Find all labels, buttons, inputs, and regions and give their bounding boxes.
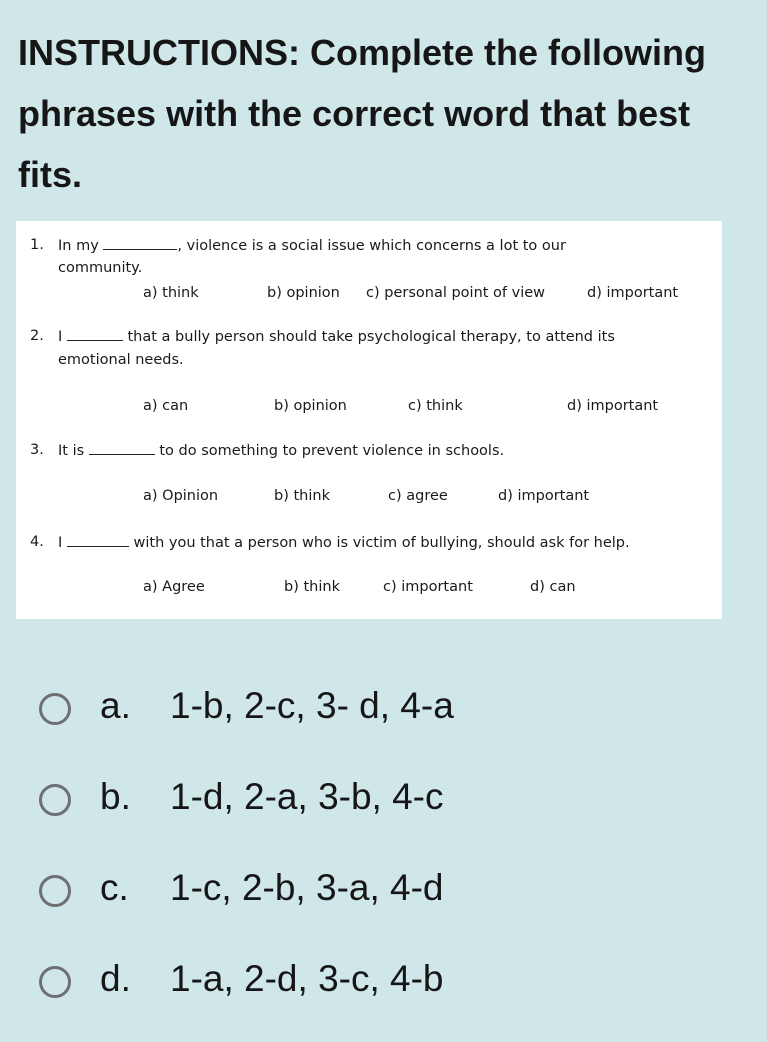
radio-button[interactable]	[39, 875, 71, 907]
answer-text: 1-a, 2-d, 3-c, 4-b	[170, 958, 444, 999]
answer-option-b[interactable]	[36, 771, 736, 831]
blank-line	[67, 328, 123, 341]
answer-letter: a.	[100, 685, 131, 726]
answer-letter: b.	[100, 776, 131, 817]
option-d: d) can	[530, 579, 576, 595]
blank-line	[89, 442, 155, 455]
option-b: b) opinion	[274, 398, 347, 414]
radio-button[interactable]	[39, 693, 71, 725]
option-a: a) Opinion	[143, 488, 219, 504]
option-a: a) can	[143, 398, 189, 414]
question-text-before: In my	[58, 238, 104, 254]
radio-button[interactable]	[39, 784, 71, 816]
answer-text: 1-d, 2-a, 3-b, 4-c	[170, 776, 444, 817]
instructions-title: INSTRUCTIONS: Complete the following phrases with the correct word that best fits.	[18, 32, 706, 195]
option-c: c) think	[408, 398, 463, 414]
answer-text: 1-b, 2-c, 3- d, 4-a	[170, 685, 454, 726]
question-continuation: community.	[58, 260, 143, 276]
question-text	[58, 328, 615, 345]
question-number: 3.	[30, 442, 44, 458]
option-c: c) personal point of view	[366, 285, 546, 301]
answer-option-d[interactable]	[36, 953, 736, 1013]
question-text	[58, 534, 630, 551]
answer-option-a[interactable]	[36, 680, 736, 740]
option-c: c) agree	[388, 488, 448, 504]
option-a: a) Agree	[143, 579, 205, 595]
option-c: c) important	[383, 579, 473, 595]
question-text-before: I	[58, 535, 67, 551]
question-text-after: that a bully person should take psychological therapy, to attend its	[122, 329, 615, 345]
question-text-before: It is	[58, 443, 89, 459]
question-card	[16, 221, 722, 619]
question-text-after: with you that a person who is victim of bullying, should ask for help.	[128, 535, 630, 551]
answer-letter: c.	[100, 867, 129, 908]
question-continuation: emotional needs.	[58, 352, 184, 368]
question-text-after: to do something to prevent violence in schools.	[154, 443, 505, 459]
question-number: 1.	[30, 237, 44, 253]
option-b: b) opinion	[267, 285, 340, 301]
question-text	[58, 442, 504, 459]
option-d: d) important	[498, 488, 590, 504]
answer-letter: d.	[100, 958, 131, 999]
option-a: a) think	[143, 285, 199, 301]
option-d: d) important	[587, 285, 679, 301]
option-b: b) think	[284, 579, 340, 595]
question-number: 2.	[30, 328, 44, 344]
radio-button[interactable]	[39, 966, 71, 998]
question-number: 4.	[30, 534, 44, 550]
question-text	[58, 237, 566, 254]
question-text-before: I	[58, 329, 67, 345]
answer-option-c[interactable]	[36, 862, 736, 922]
blank-line	[67, 534, 129, 547]
option-d: d) important	[567, 398, 659, 414]
option-b: b) think	[274, 488, 330, 504]
answer-text: 1-c, 2-b, 3-a, 4-d	[170, 867, 444, 908]
blank-line	[103, 237, 177, 250]
question-text-after: , violence is a social issue which concerns a lot to our	[177, 238, 566, 254]
